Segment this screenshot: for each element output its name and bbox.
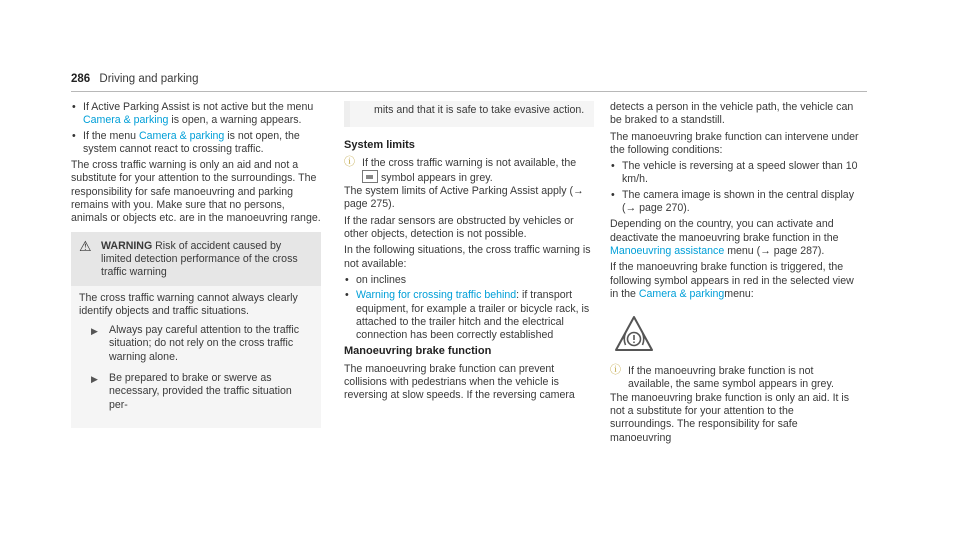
warning-body-text: The cross traffic warning cannot always clearly identify objects and traffic situations. <box>79 291 298 317</box>
column-1 <box>71 101 321 428</box>
system-limits-heading: System limits <box>344 139 415 152</box>
note-icon: ⓘ <box>344 155 355 168</box>
list-item: • If Active Parking Assist is not active but the menu Camera & parking is open, a warning appears. <box>71 101 321 128</box>
paragraph: If the manoeuvring brake function is triggered, the following symbol appears in red in the selected view in the Camera & parkingmenu: <box>610 261 854 300</box>
note: ⓘ If the cross traffic warning is not available, the symbol appears in grey. <box>344 155 577 184</box>
arrow-right-icon: ▶ <box>91 374 98 385</box>
page-header <box>71 73 198 86</box>
warning-text: Risk of accident caused by limited detection performance of the cross traffic warning <box>101 239 298 279</box>
bullet-list <box>344 274 594 342</box>
crossing-traffic-link[interactable]: Warning for crossing traffic behind <box>356 289 517 302</box>
column-2 <box>344 101 594 406</box>
list-item: • The camera image is shown in the central display (→ page 270). <box>610 189 860 216</box>
paragraph: The manoeuvring brake function can intervene under the following conditions: <box>610 130 859 156</box>
bullet-list <box>71 101 321 156</box>
camera-parking-link[interactable]: Camera & parking <box>138 129 225 142</box>
paragraph: The cross traffic warning is only an aid and not a substitute for your attention to the surroundings. The responsibility for safe manoeuvring and parking remains with you. Make sure that no persons, animals or objects etc. are in the manoeuvring range. <box>71 159 321 225</box>
page-number: 286 <box>71 73 91 85</box>
warning-label: WARNING <box>101 239 153 252</box>
paragraph: detects a person in the vehicle path, the vehicle can be braked to a standstill. <box>610 101 854 127</box>
paragraph: The system limits of Active Parking Assist apply (→ page 275). <box>344 185 584 211</box>
warning-step: ▶ Always pay careful attention to the traffic situation; do not rely on the cross traffic warning alone. <box>91 324 300 363</box>
list-item: • Warning for crossing traffic behind: if transport equipment, for example a trailer or bicycle rack, is attached to the trailer hitch and the electrical connection has been correctly established <box>344 289 594 342</box>
list-item: • on inclines <box>344 274 594 287</box>
bullet-list <box>610 160 860 215</box>
chapter-title: Driving and parking <box>99 73 199 85</box>
list-item: • The vehicle is reversing at a speed slower than 10 km/h. <box>610 160 860 187</box>
header-divider <box>71 91 867 92</box>
camera-parking-link[interactable]: Camera & parking <box>638 287 725 300</box>
paragraph: Depending on the country, you can activate and deactivate the manoeuvring brake function in the Manoeuvring assistance menu (→ page 287). <box>610 218 839 257</box>
arrow-right-icon: ▶ <box>91 326 98 337</box>
warning-triangle-icon: ⚠ <box>79 237 92 254</box>
brake-warning-symbol-icon <box>614 315 654 353</box>
paragraph: The manoeuvring brake function is only an aid. It is not a substitute for your attention to the surroundings. The responsibility for safe manoeuvring <box>610 391 850 444</box>
warning-step: ▶ Be prepared to brake or swerve as necessary, provided the traffic situation per- <box>91 372 292 411</box>
paragraph: The manoeuvring brake function can prevent collisions with pedestrians when the vehicle is reversing at slow speeds. If the reversing camera <box>344 362 575 402</box>
note: ⓘ If the manoeuvring brake function is not available, the same symbol appears in grey. <box>610 364 834 391</box>
warning-header <box>71 232 321 286</box>
paragraph: If the radar sensors are obstructed by vehicles or other objects, detection is not possible. <box>344 214 574 241</box>
manoeuvring-assistance-link[interactable]: Manoeuvring assistance <box>610 244 725 257</box>
column-3 <box>610 101 860 448</box>
cross-traffic-symbol-icon <box>362 170 378 183</box>
camera-parking-link[interactable]: Camera & parking <box>83 114 169 127</box>
warning-continuation: mits and that it is safe to take evasive action. <box>344 101 594 127</box>
paragraph: In the following situations, the cross traffic warning is not available: <box>344 244 591 270</box>
warning-body <box>71 286 321 428</box>
note-icon: ⓘ <box>610 364 621 377</box>
list-item: • If the menu Camera & parking is not open, the system cannot react to crossing traffic. <box>71 130 321 157</box>
manoeuvring-brake-heading: Manoeuvring brake function <box>344 345 492 358</box>
